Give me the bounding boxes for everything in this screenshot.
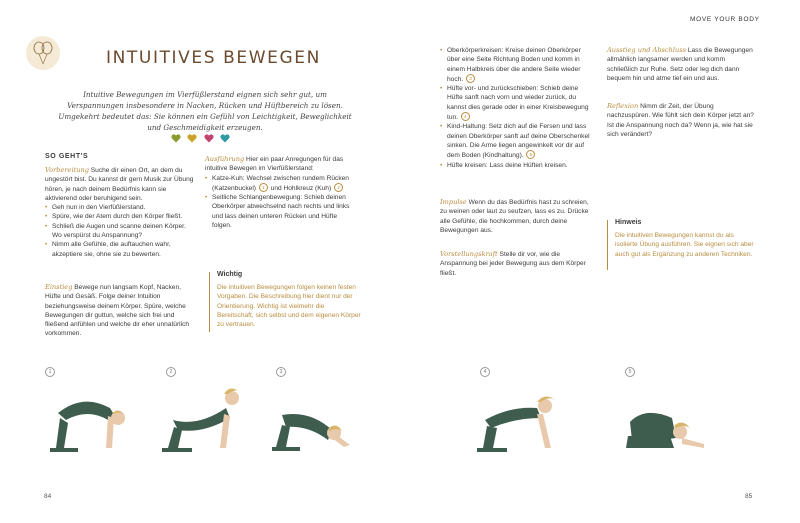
running-header: MOVE YOUR BODY: [690, 16, 760, 23]
ausstieg-text: Lass die Bewegungen allmählich langsamer werden und komm schließlich zur Ruhe. Setz oder leg dich dann bequem hin und atme tief ein und aus.: [607, 47, 753, 82]
ausfuehrung-label: Ausführung: [205, 155, 245, 163]
figure-4-hip-shift-illustration: [475, 378, 575, 458]
list-item: • Hüfte vor- und zurückschieben: Schieb deine Hüfte sanft nach vorn und wieder zurück, du kannst dies gerade oder in einer Kreisbewegung tun. 4: [440, 84, 592, 122]
figure-label: 3: [276, 367, 286, 377]
prep-bullet-list: [45, 203, 195, 259]
page-number-right: 85: [745, 493, 753, 500]
list-item: • Schließ die Augen und scanne deinen Körper. Wo verspürst du Anspannung?: [45, 222, 195, 241]
impulse-text: Wenn du das Bedürfnis hast zu schreien, zu weinen oder laut zu seufzen, lass es zu. Drücke alle Gefühle, die hochkommen, durch deine Bewegungen aus.: [440, 199, 589, 234]
list-item: • Hüfte kreisen: Lass deine Hüften kreisen.: [440, 161, 592, 170]
list-item: • Kind-Haltung: Setz dich auf die Fersen und lass deinen Oberkörper sanft auf deine Oberschenkel sinken. Die Arme liegen angewinkelt vor dir auf dem Boden (Kindhaltung). 5: [440, 122, 592, 160]
wichtig-rule: [209, 272, 210, 332]
right-bullets-block: [440, 46, 592, 170]
figure-3-torso-circle-illustration: [270, 385, 365, 460]
page-number-left: 84: [44, 493, 52, 500]
vorstellung-text: Stelle dir vor, wie die Anspannung bei jeder Bewegung aus dem Körper fließt.: [440, 251, 586, 277]
vorbereitung-label: Vorbereitung: [45, 166, 89, 174]
impulse-block: [440, 198, 592, 235]
vorstellung-label: Vorstellungskraft: [440, 250, 498, 258]
ausfuehrung-text: Hier ein paar Anregungen für das intuitive Bewegen im Vierfüßlerstand:: [205, 156, 344, 173]
figure-label: 1: [45, 367, 55, 377]
vorbereitung-block: [45, 166, 195, 259]
reflexion-block: [607, 102, 757, 139]
hinweis-title: Hinweis: [615, 219, 642, 226]
vorbereitung-text: Suche dir einen Ort, an dem du ungestört bist. Du kannst dir gern Musik zur Übung hören, je nach deinem Bedürfnis kann sie aktivierend oder beruhigend sein.: [45, 167, 194, 202]
einstieg-label: Einstieg: [45, 283, 73, 291]
figure-1-cat-pose-illustration: [38, 378, 138, 458]
figure-label: 4: [480, 367, 490, 377]
figure-ref-badge: 5: [526, 150, 535, 159]
hinweis-text: Die intuitiven Bewegungen kannst du als isolierte Übung ausführen. Sie eignen sich aber auch gut als Ergänzung zu anderen Techniken.: [615, 232, 754, 258]
figure-2-cow-pose-illustration: [158, 372, 258, 458]
ausfuehrung-bullet-list: [205, 174, 357, 231]
list-item: • Katze-Kuh: Wechsel zwischen rundem Rücken (Katzenbuckel) 1 und Hohlkreuz (Kuh) 2: [205, 174, 357, 194]
right-bullet-list: [440, 46, 592, 170]
list-item: • Nimm alle Gefühle, die auftauchen wahr, akzeptiere sie, ohne sie zu bewerten.: [45, 240, 195, 259]
list-item: • Spüre, wie der Atem durch den Körper fließt.: [45, 212, 195, 221]
figure-ref-badge: 1: [259, 183, 268, 192]
figure-5-child-pose-illustration: [620, 392, 710, 460]
list-item: • Geh nun in den Vierfüßlerstand.: [45, 203, 195, 212]
list-item: • Seitliche Schlangenbewegung: Schieb deinen Oberkörper abwechselnd nach rechts und links und lass deinen unteren Rücken und Hüfte folgen.: [205, 193, 357, 230]
heart-icon: [204, 134, 214, 143]
ausfuehrung-block: [205, 155, 357, 230]
heart-icon: [187, 134, 197, 143]
heart-icon: [220, 134, 230, 143]
wichtig-title: Wichtig: [217, 271, 243, 278]
list-item: • Oberkörperkreisen: Kreise deinen Oberkörper über eine Seite Richtung Boden und komm in einem Halbkreis über die andere Seite wieder hoch. 3: [440, 46, 592, 84]
wichtig-text: Die intuitiven Bewegungen folgen keinen festen Vorgaben. Die Beschreibung hier dient nur der Orientierung. Wichtig ist vielmehr die Bereitschaft, sich selbst und dem eigenen Körper zu vertrauen.: [217, 284, 361, 329]
page-title: INTUITIVES BEWEGEN: [106, 48, 321, 68]
figure-label: 5: [625, 367, 635, 377]
hearts-row: [170, 130, 231, 148]
heart-icon: [171, 134, 181, 143]
reflexion-label: Reflexion: [607, 102, 639, 110]
impulse-label: Impulse: [440, 198, 467, 206]
ausstieg-label: Ausstieg und Abschluss: [607, 46, 686, 54]
ausstieg-block: [607, 46, 757, 83]
balloons-logo-icon: [25, 35, 61, 71]
vorstellung-block: [440, 250, 592, 278]
figure-ref-badge: 4: [461, 112, 470, 121]
figure-label: 2: [166, 367, 176, 377]
einstieg-block: [45, 283, 195, 339]
reflexion-text: Nimm dir Zeit, der Übung nachzuspüren. Wie fühlt sich dein Körper jetzt an? Ist die Anspannung noch da? Wenn ja, wie hat sie sich verändert?: [607, 103, 754, 138]
figure-ref-badge: 3: [466, 74, 475, 83]
einstieg-text: Bewege nun langsam Kopf, Nacken, Hüfte und Gesäß. Folge deiner Intuition beziehungsweise deinem Körper. Spüre, welche Bewegungen dir guttun, welche sich frei und fließend anfühlen und welche dir eher unnatürlich vorkommen.: [45, 284, 190, 338]
so-gehts-heading: SO GEHT'S: [45, 153, 89, 160]
hinweis-rule: [607, 220, 608, 270]
figure-ref-badge: 2: [334, 183, 343, 192]
intro-text: Intuitive Bewegungen im Vierfüßlerstand eignen sich sehr gut, um Verspannungen insbesondere in Nacken, Rücken und Hüftbereich zu lösen. Umgekehrt bedeutet das: Sie können ein Gefühl von Leichtigkeit, Beweglichkeit und Geschmeidigkeit erzeugen.: [58, 90, 352, 132]
